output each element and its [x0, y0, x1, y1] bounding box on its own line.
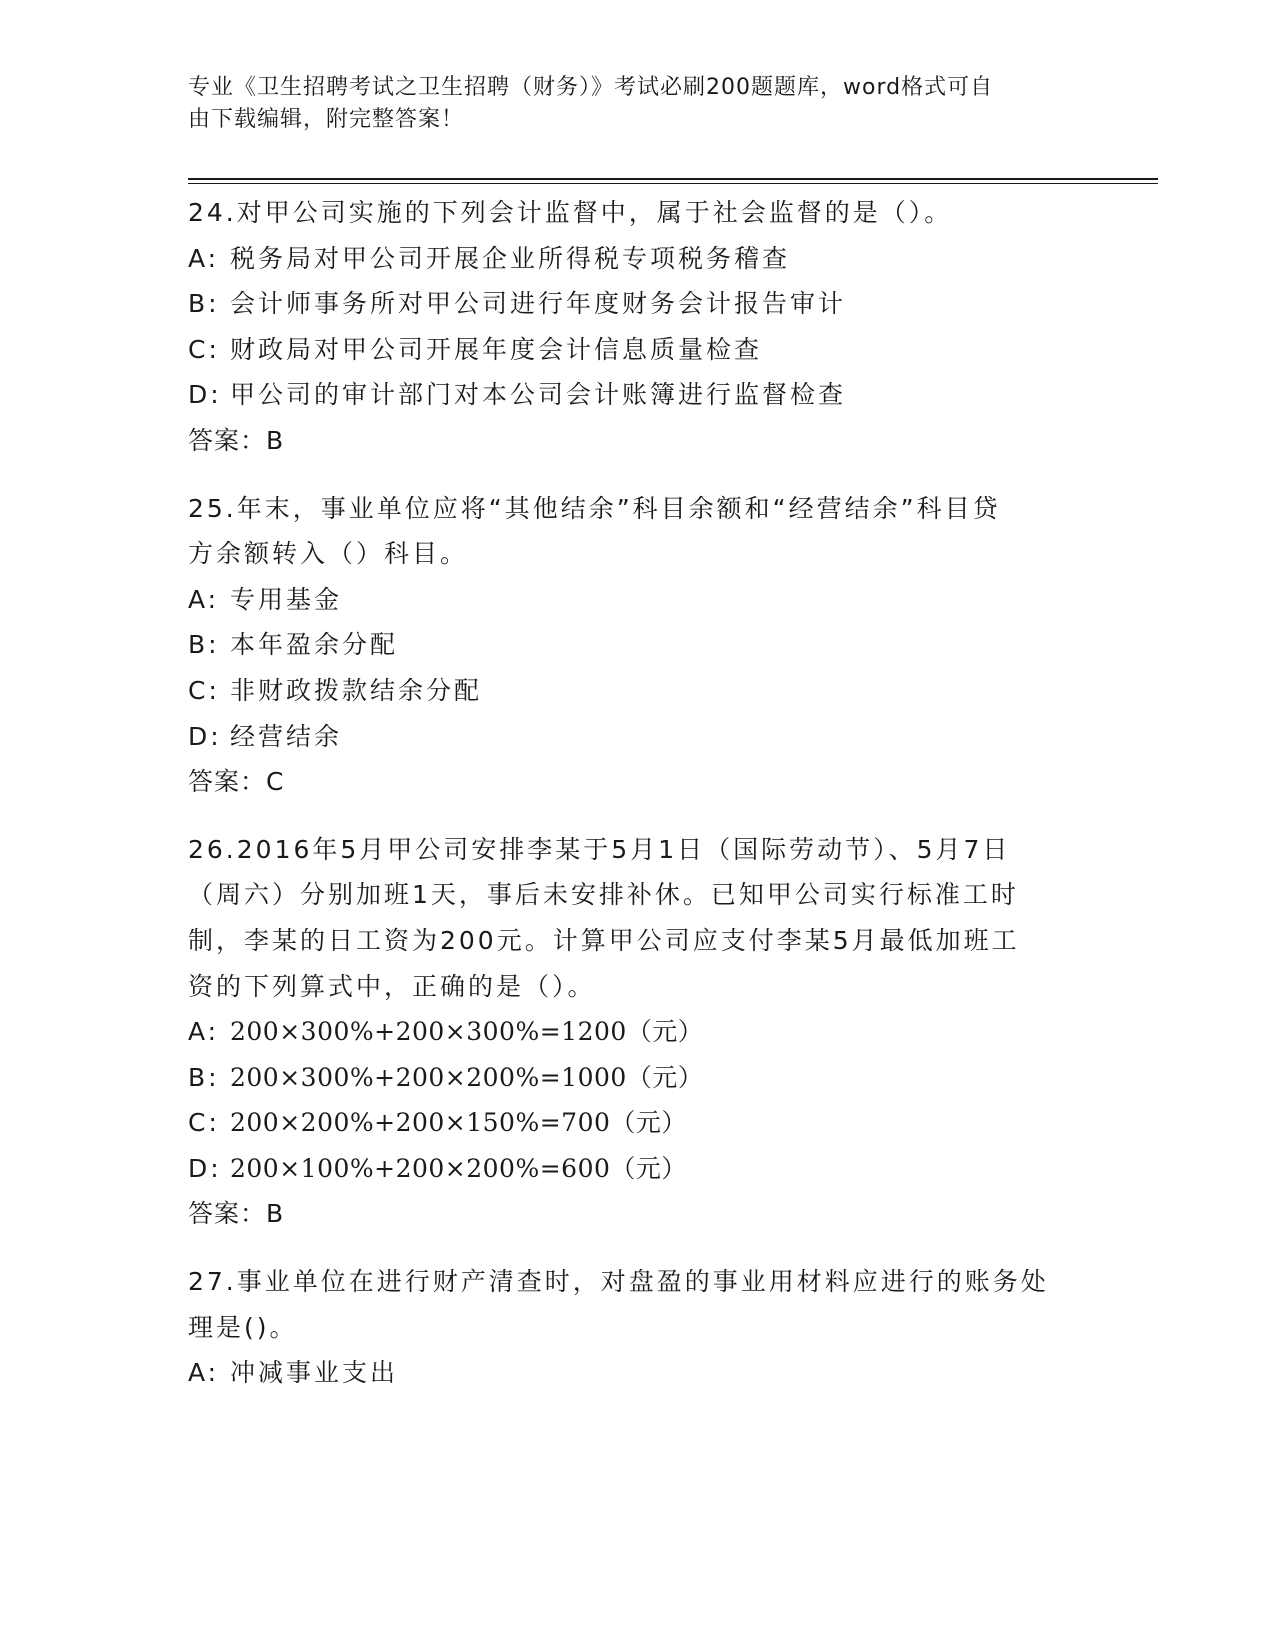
option-key: B:: [188, 289, 220, 319]
question-answer: [188, 1191, 1088, 1237]
option-key: D:: [188, 1153, 222, 1183]
option-text: 非财政拨款结余分配: [230, 675, 483, 705]
question-option-d: [188, 1146, 1088, 1192]
question-stem-line: 27.事业单位在进行财产清查时，对盘盈的事业用材料应进行的账务处: [188, 1267, 1049, 1297]
option-key: A:: [188, 1358, 220, 1388]
question-answer: [188, 759, 1088, 805]
option-key: D:: [188, 721, 222, 751]
question-25: [188, 486, 1088, 805]
document-header: [188, 72, 1068, 136]
question-option-d: [188, 372, 1088, 418]
answer-label: 答案：: [188, 1199, 267, 1229]
answer-label: 答案：: [188, 767, 267, 797]
question-answer: [188, 418, 1088, 464]
question-stem-line: 24.对甲公司实施的下列会计监督中，属于社会监督的是（）。: [188, 198, 953, 227]
question-stem-line: （周六）分别加班1天，事后未安排补休。已知甲公司实行标准工时: [188, 880, 1019, 910]
header-divider-thin: [188, 183, 1158, 184]
question-stem-line: 方余额转入（）科目。: [188, 539, 469, 569]
option-text: 会计师事务所对甲公司进行年度财务会计报告审计: [230, 289, 847, 319]
question-stem-line: 26.2016年5月甲公司安排李某于5月1日（国际劳动节）、5月7日: [188, 834, 1011, 864]
option-text: 冲减事业支出: [230, 1358, 399, 1388]
question-option-a: [188, 577, 1088, 623]
question-24: [188, 190, 1088, 464]
question-26: [188, 827, 1088, 1237]
question-stem-line: 理是()。: [188, 1312, 298, 1342]
question-option-b: [188, 281, 1088, 327]
question-option-c: [188, 1100, 1088, 1146]
question-option-c: [188, 668, 1088, 714]
option-text: 200×200%+200×150%=700（元）: [230, 1108, 687, 1138]
answer-label: 答案：: [188, 425, 267, 455]
question-option-d: [188, 714, 1088, 760]
question-list: [188, 190, 1088, 1418]
question-27: [188, 1259, 1088, 1396]
answer-value: B: [266, 425, 285, 455]
question-option-b: [188, 622, 1088, 668]
header-line-2: 由下载编辑，附完整答案！: [188, 107, 465, 132]
option-text: 税务局对甲公司开展企业所得税专项税务稽查: [230, 243, 791, 273]
option-text: 财政局对甲公司开展年度会计信息质量检查: [230, 334, 763, 364]
option-text: 专用基金: [230, 584, 343, 614]
option-key: B:: [188, 630, 220, 660]
option-text: 200×300%+200×200%=1000（元）: [230, 1062, 704, 1092]
question-option-c: [188, 327, 1088, 373]
option-text: 经营结余: [230, 721, 343, 751]
answer-value: B: [266, 1199, 285, 1229]
option-key: C:: [188, 334, 220, 364]
question-option-a: [188, 1350, 1088, 1396]
question-option-b: [188, 1055, 1088, 1101]
header-divider-thick: [188, 178, 1158, 180]
option-key: C:: [188, 675, 220, 705]
option-key: A:: [188, 584, 220, 614]
option-key: A:: [188, 1017, 220, 1047]
option-text: 甲公司的审计部门对本公司会计账簿进行监督检查: [230, 380, 847, 410]
answer-value: C: [266, 767, 285, 797]
question-stem-line: 制，李某的日工资为200元。计算甲公司应支付李某5月最低加班工: [188, 925, 1020, 955]
option-text: 200×300%+200×300%=1200（元）: [230, 1017, 704, 1047]
question-option-a: [188, 236, 1088, 282]
question-option-a: [188, 1009, 1088, 1055]
option-key: C:: [188, 1108, 220, 1138]
option-key: B:: [188, 1062, 220, 1092]
option-key: A:: [188, 243, 220, 273]
question-stem-line: 25.年末，事业单位应将“其他结余”科目余额和“经营结余”科目贷: [188, 493, 1001, 523]
option-key: D:: [188, 380, 222, 410]
option-text: 200×100%+200×200%=600（元）: [230, 1153, 687, 1183]
option-text: 本年盈余分配: [230, 630, 399, 660]
question-stem-line: 资的下列算式中，正确的是（）。: [188, 971, 596, 1001]
header-line-1: 专业《卫生招聘考试之卫生招聘（财务）》考试必刷200题题库，word格式可自: [188, 75, 994, 100]
